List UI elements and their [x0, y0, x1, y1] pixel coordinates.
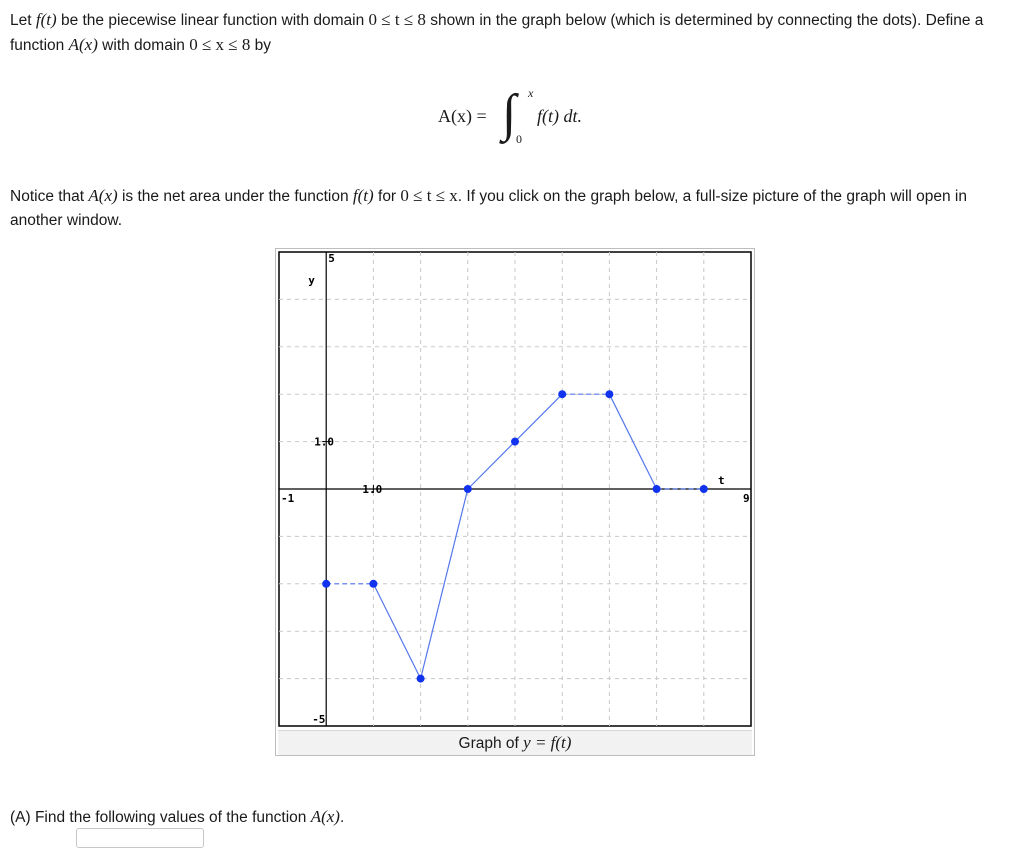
intro-text-1: Let	[10, 12, 36, 29]
integral-formula	[438, 86, 638, 156]
data-point	[605, 390, 613, 398]
intro-math-f: f(t)	[35, 10, 57, 29]
part-a-text-2: .	[339, 809, 345, 826]
data-point	[464, 485, 472, 493]
part-a-text-1: (A) Find the following values of the function	[10, 809, 311, 826]
notice-math-range: 0 ≤ t ≤ x	[400, 186, 458, 205]
notice-text-3: for	[373, 188, 401, 205]
tick-label-x-right: 9	[743, 492, 750, 505]
x-axis-label: t	[718, 474, 725, 487]
data-point	[700, 485, 708, 493]
integrand: f(t) dt.	[537, 106, 582, 126]
y-axis-label: y	[308, 274, 315, 287]
notice-text-2: is the net area under the function	[117, 188, 353, 205]
data-point	[653, 485, 661, 493]
series-segment	[468, 442, 515, 489]
intro-text-3: shown in the graph below (which is determined by connecting the dots). Define a function	[10, 12, 984, 54]
tick-label-x-left: -1	[281, 492, 295, 505]
part-a-math-A: A(x)	[310, 807, 340, 826]
integral-upper-limit: x	[528, 86, 534, 100]
tick-label-y-one: 1.0	[314, 435, 335, 449]
tick-label-x-one: 1.0	[362, 483, 383, 496]
intro-math-domain-t: 0 ≤ t ≤ 8	[368, 10, 426, 29]
integral-lower-limit: 0	[516, 132, 522, 146]
intro-math-domain-x: 0 ≤ x ≤ 8	[189, 35, 251, 54]
series-segment	[373, 584, 420, 679]
notice-math-f: f(t)	[352, 186, 374, 205]
tick-label-y-bottom: -5	[312, 713, 326, 726]
graph-link[interactable]	[275, 248, 755, 756]
part-a-prompt	[10, 806, 1016, 829]
intro-math-A: A(x)	[68, 35, 98, 54]
series-segment	[421, 489, 468, 679]
problem-intro	[10, 8, 1016, 58]
data-point	[511, 438, 519, 446]
graph-caption	[278, 730, 752, 755]
data-point	[417, 675, 425, 683]
tick-label-y-top: 5	[328, 252, 335, 265]
graph-plot[interactable]	[278, 251, 752, 728]
formula-lhs: A(x) =	[438, 106, 487, 126]
intro-text-5: by	[250, 37, 272, 54]
series-segment	[515, 394, 562, 441]
intro-text-4: with domain	[97, 37, 190, 54]
data-point	[558, 390, 566, 398]
notice-math-A: A(x)	[88, 186, 118, 205]
notice-text-1: Notice that	[10, 188, 89, 205]
data-point	[322, 580, 330, 588]
caption-text: Graph of	[458, 735, 524, 752]
notice-paragraph	[10, 184, 1016, 233]
integral-sign: ∫	[502, 85, 517, 142]
intro-text-2: be the piecewise linear function with domain	[56, 12, 369, 29]
notice-text-4: . If you click on the graph below, a full-size picture of the graph will open in another window.	[10, 188, 967, 229]
answer-input[interactable]	[76, 828, 204, 848]
caption-math: y = f(t)	[523, 733, 572, 752]
data-point	[369, 580, 377, 588]
